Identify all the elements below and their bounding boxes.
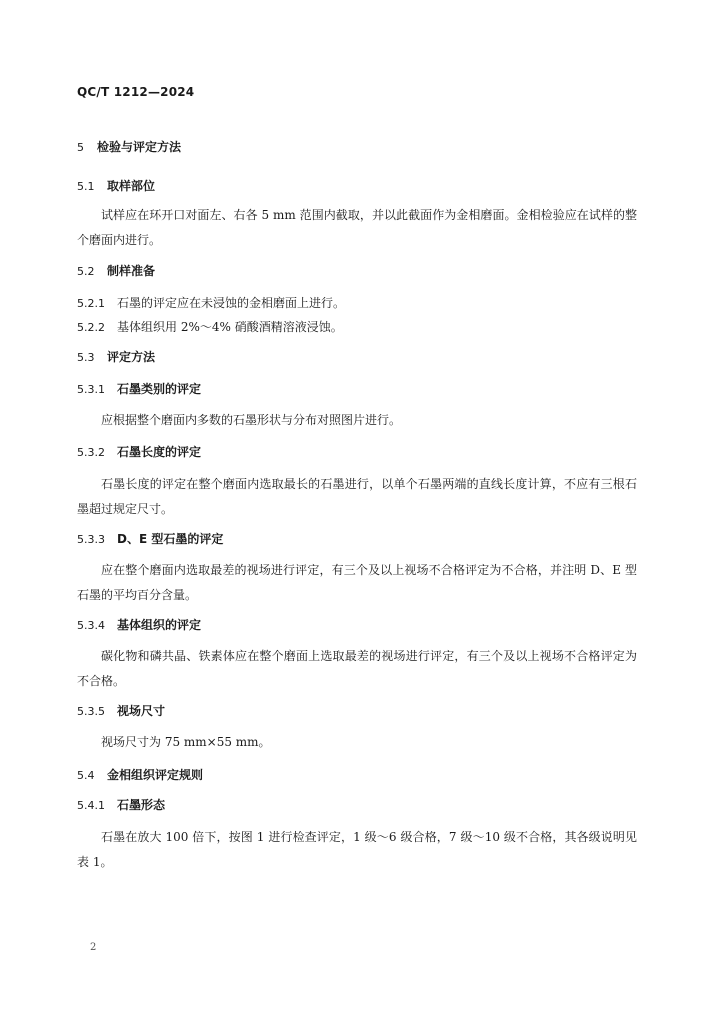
section-number: 5	[77, 141, 84, 154]
item-number: 5.2.2	[77, 321, 105, 334]
section-number: 5.3.2	[77, 446, 105, 459]
section-title: 视场尺寸	[117, 704, 166, 718]
section-heading-5-3-3	[77, 532, 223, 547]
section-title: 石墨类别的评定	[117, 382, 202, 396]
section-number: 5.2	[77, 265, 95, 278]
section-title: 基体组织的评定	[117, 618, 202, 632]
page-number: 2	[90, 942, 97, 953]
paragraph-5-3-4: 碳化物和磷共晶、铁素体应在整个磨面上选取最差的视场进行评定，有三个及以上视场不合格评定为不合格。	[77, 649, 637, 688]
section-heading-5-3-5	[77, 704, 165, 719]
section-number: 5.4.1	[77, 799, 105, 812]
section-number: 5.4	[77, 769, 95, 782]
section-title: 评定方法	[107, 350, 156, 364]
section-heading-5-3-1	[77, 382, 201, 397]
section-number: 5.3.1	[77, 383, 105, 396]
item-text: 基体组织用 2%～4% 硝酸酒精溶液浸蚀。	[117, 320, 343, 334]
section-heading-5-3-2	[77, 445, 201, 460]
section-number: 5.3.5	[77, 705, 105, 718]
section-title: 金相组织评定规则	[107, 768, 204, 782]
paragraph-5-3-3: 应在整个磨面内选取最差的视场进行评定，有三个及以上视场不合格评定为不合格，并注明 D、E 型石墨的平均百分含量。	[77, 563, 637, 602]
section-heading-5-1	[77, 179, 155, 194]
paragraph-5-3-1: 应根据整个磨面内多数的石墨形状与分布对照图片进行。	[101, 413, 402, 427]
section-number: 5.1	[77, 180, 95, 193]
section-heading-5-2	[77, 264, 155, 279]
item-5-2-1	[77, 296, 345, 311]
section-number: 5.3.4	[77, 619, 105, 632]
section-number: 5.3.3	[77, 533, 105, 546]
section-heading-5	[77, 140, 181, 155]
item-5-2-2	[77, 320, 343, 335]
paragraph-5-3-2: 石墨长度的评定在整个磨面内选取最长的石墨进行，以单个石墨两端的直线长度计算，不应有三根石墨超过规定尺寸。	[77, 477, 637, 516]
paragraph-5-4-1: 石墨在放大 100 倍下，按图 1 进行检查评定，1 级～6 级合格，7 级～10 级不合格，其各级说明见表 1。	[77, 830, 637, 869]
section-title: 检验与评定方法	[97, 140, 182, 154]
section-number: 5.3	[77, 351, 95, 364]
item-text: 石墨的评定应在未浸蚀的金相磨面上进行。	[117, 296, 346, 310]
section-heading-5-3-4	[77, 618, 201, 633]
section-title: 石墨形态	[117, 798, 166, 812]
item-number: 5.2.1	[77, 297, 105, 310]
section-heading-5-4	[77, 768, 203, 783]
paragraph-5-1: 试样应在环开口对面左、右各 5 mm 范围内截取，并以此截面作为金相磨面。金相检验应在试样的整个磨面内进行。	[77, 208, 637, 247]
paragraph-5-3-5: 视场尺寸为 75 mm×55 mm。	[101, 735, 271, 749]
standard-code-header: QC/T 1212—2024	[77, 85, 195, 99]
section-title: 取样部位	[107, 179, 156, 193]
section-heading-5-3	[77, 350, 155, 365]
section-title: D、E 型石墨的评定	[117, 532, 224, 546]
section-title: 石墨长度的评定	[117, 445, 202, 459]
section-heading-5-4-1	[77, 798, 165, 813]
section-title: 制样准备	[107, 264, 156, 278]
